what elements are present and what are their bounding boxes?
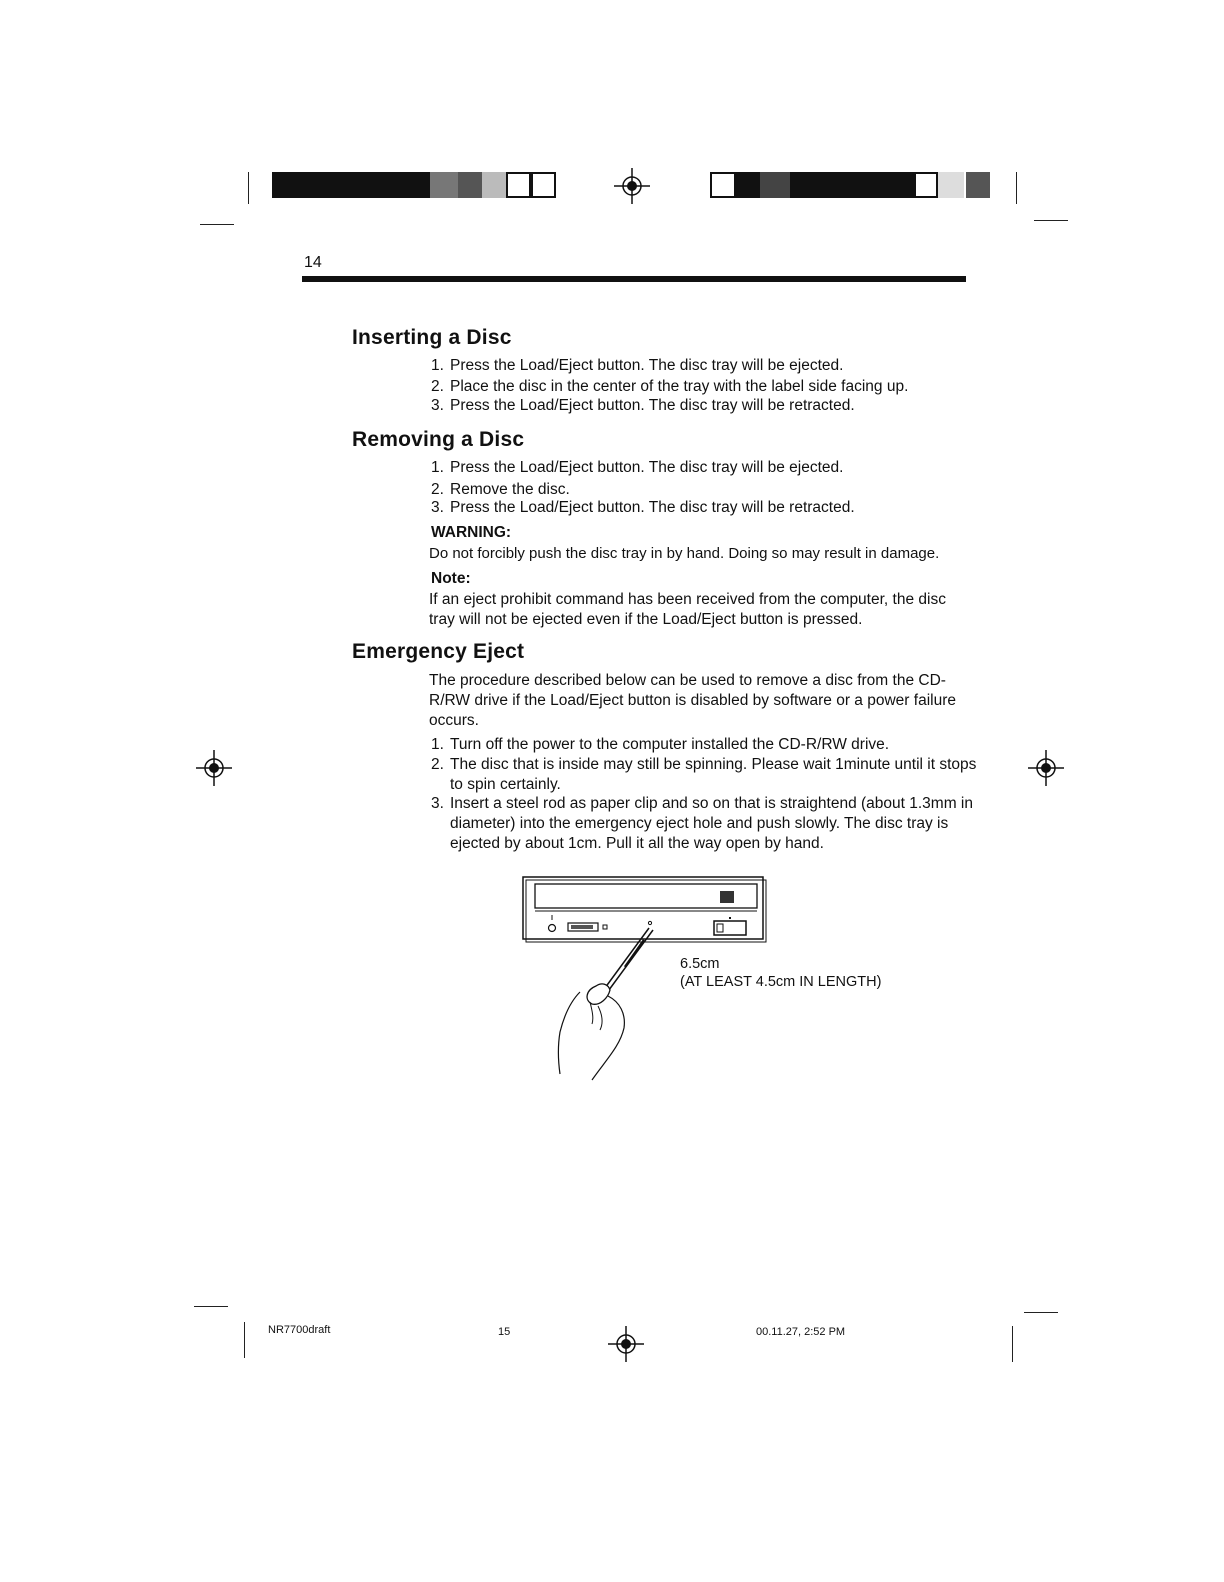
list-item: 1. Press the Load/Eject button. The disc tray will be ejected. — [431, 459, 844, 476]
note-label: Note: — [431, 570, 471, 587]
list-item: 2. The disc that is inside may still be spinning. Please wait 1minute until it stops to spin certainly. — [431, 756, 977, 793]
crop-mark — [248, 172, 249, 204]
registration-mark-icon — [606, 1324, 646, 1364]
crop-mark — [200, 224, 234, 225]
footer-timestamp: 00.11.27, 2:52 PM — [756, 1326, 846, 1338]
list-item: 1. Turn off the power to the computer installed the CD-R/RW drive. — [431, 736, 890, 753]
note-text: If an eject prohibit command has been received from the computer, the disc tray will not be ejected even if the Load/Eject button is pressed. — [429, 591, 946, 628]
length-label: 6.5cm — [680, 956, 720, 972]
list-item: 2. Remove the disc. — [431, 481, 570, 498]
crop-mark — [244, 1322, 245, 1358]
crop-mark — [194, 1306, 228, 1307]
length-note: (AT LEAST 4.5cm IN LENGTH) — [680, 974, 882, 990]
crop-mark — [1034, 220, 1068, 221]
page-number: 14 — [304, 254, 322, 271]
list-item: 1. Press the Load/Eject button. The disc tray will be ejected. — [431, 357, 844, 374]
crop-mark — [1016, 172, 1017, 204]
section-title-removing: Removing a Disc — [352, 428, 525, 451]
section-title-emergency: Emergency Eject — [352, 640, 525, 663]
list-item: 3. Press the Load/Eject button. The disc tray will be retracted. — [431, 397, 855, 414]
list-item: 3. Insert a steel rod as paper clip and so on that is straightend (about 1.3mm in diameter) into the emergency eject hole and push slowly. The disc tray is ejected by about 1cm. Pull it all the way open by hand. — [431, 795, 973, 852]
section-title-inserting: Inserting a Disc — [352, 326, 512, 349]
crop-mark — [1012, 1326, 1013, 1362]
crop-mark — [1024, 1312, 1058, 1313]
header-rule — [302, 276, 966, 282]
warning-label: WARNING: — [431, 524, 512, 541]
list-item: 2. Place the disc in the center of the tray with the label side facing up. — [431, 378, 909, 395]
footer-file: NR7700draft — [268, 1324, 331, 1336]
list-item: 3. Press the Load/Eject button. The disc tray will be retracted. — [431, 499, 855, 516]
registration-mark-icon — [194, 748, 234, 788]
warning-text: Do not forcibly push the disc tray in by hand. Doing so may result in damage. — [429, 545, 940, 562]
registration-mark-icon — [1026, 748, 1066, 788]
footer-sheet: 15 — [498, 1326, 511, 1338]
emergency-intro: The procedure described below can be used to remove a disc from the CD-R/RW drive if the Load/Eject button is disabled by software or a power failure occurs. — [429, 672, 956, 729]
registration-mark-icon — [612, 166, 652, 206]
